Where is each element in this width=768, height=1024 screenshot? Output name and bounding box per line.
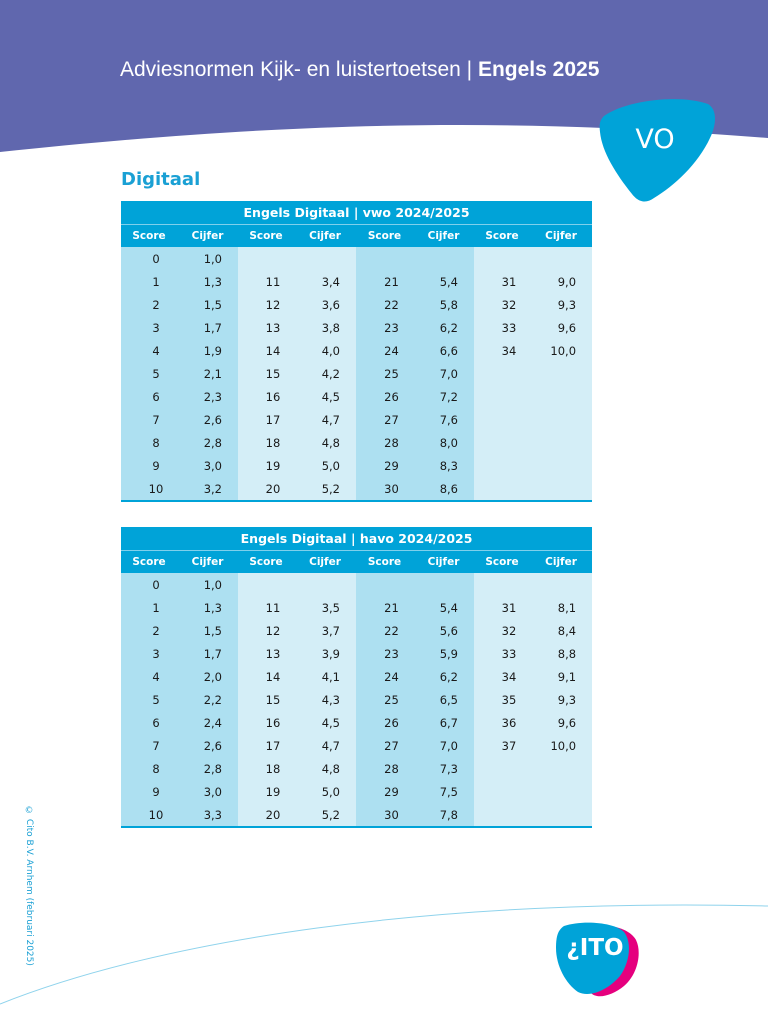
cijfer-cell: 9,1	[530, 665, 592, 688]
cijfer-cell: 5,2	[294, 477, 356, 501]
cijfer-cell: 4,0	[294, 339, 356, 362]
score-table-havo	[121, 527, 592, 828]
score-cell: 9	[121, 780, 177, 803]
cijfer-cell: 1,0	[177, 247, 238, 270]
table-caption: Engels Digitaal | havo 2024/2025	[121, 527, 592, 551]
score-cell: 19	[238, 780, 294, 803]
score-cell: 2	[121, 619, 177, 642]
cijfer-cell: 5,0	[294, 780, 356, 803]
table-row	[121, 780, 592, 803]
cijfer-cell	[413, 247, 474, 270]
score-cell: 16	[238, 711, 294, 734]
column-header-score: Score	[238, 551, 294, 574]
table-row	[121, 385, 592, 408]
cijfer-cell	[294, 247, 356, 270]
cijfer-cell: 1,0	[177, 573, 238, 596]
score-cell: 11	[238, 596, 294, 619]
score-cell: 27	[356, 734, 413, 757]
column-header-cijfer: Cijfer	[294, 225, 356, 248]
cijfer-cell: 7,2	[413, 385, 474, 408]
cijfer-cell: 4,3	[294, 688, 356, 711]
score-cell: 15	[238, 688, 294, 711]
score-cell	[474, 408, 530, 431]
score-cell	[474, 477, 530, 501]
score-cell: 8	[121, 757, 177, 780]
cijfer-cell	[530, 362, 592, 385]
score-cell: 18	[238, 431, 294, 454]
score-cell: 32	[474, 619, 530, 642]
score-cell: 31	[474, 270, 530, 293]
score-cell: 23	[356, 316, 413, 339]
page-title-regular: Adviesnormen Kijk- en luistertoetsen |	[120, 58, 478, 81]
table-caption: Engels Digitaal | vwo 2024/2025	[121, 201, 592, 225]
cijfer-cell: 5,0	[294, 454, 356, 477]
table-row	[121, 573, 592, 596]
score-cell	[356, 247, 413, 270]
score-cell: 5	[121, 362, 177, 385]
cijfer-cell	[530, 780, 592, 803]
score-cell	[474, 247, 530, 270]
column-header-cijfer: Cijfer	[294, 551, 356, 574]
table-row	[121, 642, 592, 665]
column-header-score: Score	[121, 551, 177, 574]
cijfer-cell: 3,5	[294, 596, 356, 619]
column-header-cijfer: Cijfer	[530, 551, 592, 574]
cijfer-cell: 6,5	[413, 688, 474, 711]
cijfer-cell: 8,3	[413, 454, 474, 477]
cijfer-cell: 9,0	[530, 270, 592, 293]
column-header-cijfer: Cijfer	[413, 551, 474, 574]
cijfer-cell: 7,6	[413, 408, 474, 431]
cijfer-cell: 3,8	[294, 316, 356, 339]
cijfer-cell	[530, 247, 592, 270]
cijfer-cell	[530, 454, 592, 477]
cijfer-cell: 5,4	[413, 270, 474, 293]
cijfer-cell: 2,3	[177, 385, 238, 408]
cijfer-cell: 2,4	[177, 711, 238, 734]
cijfer-cell: 2,1	[177, 362, 238, 385]
cijfer-cell	[530, 477, 592, 501]
table-row	[121, 477, 592, 501]
cijfer-cell: 4,8	[294, 757, 356, 780]
cijfer-cell: 9,6	[530, 711, 592, 734]
score-cell: 18	[238, 757, 294, 780]
table-row	[121, 665, 592, 688]
cijfer-cell: 4,7	[294, 408, 356, 431]
page-title-bold: Engels 2025	[477, 58, 600, 81]
score-cell: 0	[121, 573, 177, 596]
copyright-notice: © Cito B.V. Arnhem (februari 2025)	[24, 806, 34, 966]
table-row	[121, 293, 592, 316]
cijfer-cell: 10,0	[530, 339, 592, 362]
score-cell: 25	[356, 362, 413, 385]
cijfer-cell: 5,4	[413, 596, 474, 619]
cijfer-cell: 3,6	[294, 293, 356, 316]
cijfer-cell: 7,3	[413, 757, 474, 780]
table-row	[121, 596, 592, 619]
cijfer-cell: 5,2	[294, 803, 356, 827]
table-row	[121, 362, 592, 385]
table-row	[121, 316, 592, 339]
score-cell: 17	[238, 734, 294, 757]
score-cell: 26	[356, 711, 413, 734]
score-cell: 4	[121, 665, 177, 688]
cijfer-cell: 5,9	[413, 642, 474, 665]
cijfer-cell: 3,7	[294, 619, 356, 642]
score-cell: 33	[474, 642, 530, 665]
score-cell: 23	[356, 642, 413, 665]
score-cell	[474, 385, 530, 408]
score-cell: 6	[121, 385, 177, 408]
section-title: Digitaal	[121, 169, 201, 190]
column-header-cijfer: Cijfer	[530, 225, 592, 248]
score-cell: 3	[121, 642, 177, 665]
cijfer-cell: 6,2	[413, 316, 474, 339]
score-cell: 29	[356, 780, 413, 803]
score-cell	[474, 431, 530, 454]
column-header-cijfer: Cijfer	[413, 225, 474, 248]
score-cell: 10	[121, 477, 177, 501]
table-row	[121, 619, 592, 642]
score-cell: 30	[356, 803, 413, 827]
cijfer-cell: 6,2	[413, 665, 474, 688]
cijfer-cell: 2,6	[177, 734, 238, 757]
cijfer-cell: 8,8	[530, 642, 592, 665]
score-cell: 33	[474, 316, 530, 339]
page-title	[120, 58, 599, 82]
cijfer-cell: 1,5	[177, 619, 238, 642]
score-cell	[474, 362, 530, 385]
cijfer-cell: 8,4	[530, 619, 592, 642]
score-cell: 22	[356, 293, 413, 316]
score-cell: 37	[474, 734, 530, 757]
score-cell: 12	[238, 293, 294, 316]
score-cell: 7	[121, 734, 177, 757]
table-row	[121, 408, 592, 431]
score-cell	[474, 454, 530, 477]
cijfer-cell: 7,0	[413, 362, 474, 385]
table-row	[121, 803, 592, 827]
cijfer-cell: 9,3	[530, 293, 592, 316]
table-row	[121, 247, 592, 270]
score-cell: 17	[238, 408, 294, 431]
cijfer-cell: 10,0	[530, 734, 592, 757]
score-cell	[356, 573, 413, 596]
table-row	[121, 454, 592, 477]
table-row	[121, 711, 592, 734]
score-cell: 20	[238, 477, 294, 501]
score-cell	[474, 780, 530, 803]
score-cell: 9	[121, 454, 177, 477]
score-cell	[474, 803, 530, 827]
cijfer-cell: 3,4	[294, 270, 356, 293]
score-cell: 28	[356, 757, 413, 780]
cijfer-cell: 2,2	[177, 688, 238, 711]
cijfer-cell: 4,1	[294, 665, 356, 688]
cijfer-cell: 1,7	[177, 316, 238, 339]
cijfer-cell: 3,9	[294, 642, 356, 665]
score-cell: 29	[356, 454, 413, 477]
score-cell: 21	[356, 270, 413, 293]
cijfer-cell: 4,5	[294, 385, 356, 408]
score-cell: 1	[121, 596, 177, 619]
score-cell: 0	[121, 247, 177, 270]
cito-logo	[554, 922, 642, 1000]
cijfer-cell	[530, 573, 592, 596]
score-cell	[238, 247, 294, 270]
column-header-cijfer: Cijfer	[177, 551, 238, 574]
footer-curve	[0, 880, 768, 1024]
cijfer-cell: 1,5	[177, 293, 238, 316]
cijfer-cell: 1,3	[177, 270, 238, 293]
score-cell: 10	[121, 803, 177, 827]
cijfer-cell: 7,5	[413, 780, 474, 803]
score-cell: 1	[121, 270, 177, 293]
cijfer-cell: 4,5	[294, 711, 356, 734]
cijfer-cell	[530, 385, 592, 408]
level-badge: VO	[635, 124, 675, 155]
table-row	[121, 757, 592, 780]
cijfer-cell: 5,6	[413, 619, 474, 642]
cijfer-cell: 3,0	[177, 780, 238, 803]
cijfer-cell: 1,3	[177, 596, 238, 619]
table-row	[121, 270, 592, 293]
cijfer-cell: 2,8	[177, 757, 238, 780]
score-cell: 2	[121, 293, 177, 316]
cijfer-cell: 3,0	[177, 454, 238, 477]
score-cell: 13	[238, 316, 294, 339]
score-cell: 26	[356, 385, 413, 408]
cijfer-cell: 1,9	[177, 339, 238, 362]
cijfer-cell: 2,0	[177, 665, 238, 688]
column-header-score: Score	[474, 225, 530, 248]
score-cell: 11	[238, 270, 294, 293]
cijfer-cell: 7,0	[413, 734, 474, 757]
table-row	[121, 339, 592, 362]
cijfer-cell: 8,6	[413, 477, 474, 501]
column-header-score: Score	[121, 225, 177, 248]
cijfer-cell	[530, 757, 592, 780]
cijfer-cell	[294, 573, 356, 596]
cijfer-cell: 2,8	[177, 431, 238, 454]
table-row	[121, 734, 592, 757]
column-header-score: Score	[356, 225, 413, 248]
column-header-score: Score	[356, 551, 413, 574]
score-cell: 32	[474, 293, 530, 316]
cijfer-cell: 6,7	[413, 711, 474, 734]
score-cell: 7	[121, 408, 177, 431]
score-cell: 22	[356, 619, 413, 642]
score-cell: 34	[474, 339, 530, 362]
score-cell: 27	[356, 408, 413, 431]
score-cell: 24	[356, 339, 413, 362]
cijfer-cell	[530, 408, 592, 431]
cijfer-cell	[530, 803, 592, 827]
cijfer-cell: 9,6	[530, 316, 592, 339]
cijfer-cell: 3,2	[177, 477, 238, 501]
column-header-score: Score	[238, 225, 294, 248]
table-row	[121, 688, 592, 711]
cijfer-cell: 2,6	[177, 408, 238, 431]
score-cell: 16	[238, 385, 294, 408]
cijfer-cell: 1,7	[177, 642, 238, 665]
cijfer-cell	[413, 573, 474, 596]
score-cell: 6	[121, 711, 177, 734]
cijfer-cell: 8,0	[413, 431, 474, 454]
cijfer-cell: 6,6	[413, 339, 474, 362]
score-cell: 21	[356, 596, 413, 619]
score-cell	[474, 573, 530, 596]
column-header-cijfer: Cijfer	[177, 225, 238, 248]
score-cell: 20	[238, 803, 294, 827]
score-cell: 35	[474, 688, 530, 711]
logo-text: ¿ITO	[566, 935, 624, 961]
cijfer-cell: 4,2	[294, 362, 356, 385]
score-cell	[474, 757, 530, 780]
cijfer-cell	[530, 431, 592, 454]
score-cell: 14	[238, 665, 294, 688]
score-cell: 31	[474, 596, 530, 619]
cijfer-cell: 4,7	[294, 734, 356, 757]
score-cell: 4	[121, 339, 177, 362]
table-row	[121, 431, 592, 454]
score-cell: 13	[238, 642, 294, 665]
score-cell: 36	[474, 711, 530, 734]
score-cell: 24	[356, 665, 413, 688]
cijfer-cell: 3,3	[177, 803, 238, 827]
column-header-score: Score	[474, 551, 530, 574]
cijfer-cell: 8,1	[530, 596, 592, 619]
score-cell: 12	[238, 619, 294, 642]
cijfer-cell: 4,8	[294, 431, 356, 454]
score-cell: 14	[238, 339, 294, 362]
score-cell: 19	[238, 454, 294, 477]
score-cell: 28	[356, 431, 413, 454]
score-cell: 30	[356, 477, 413, 501]
cijfer-cell: 7,8	[413, 803, 474, 827]
score-cell: 8	[121, 431, 177, 454]
score-cell: 15	[238, 362, 294, 385]
cijfer-cell: 9,3	[530, 688, 592, 711]
score-cell	[238, 573, 294, 596]
score-cell: 34	[474, 665, 530, 688]
score-cell: 25	[356, 688, 413, 711]
score-cell: 5	[121, 688, 177, 711]
score-table-vwo	[121, 201, 592, 502]
cijfer-cell: 5,8	[413, 293, 474, 316]
score-cell: 3	[121, 316, 177, 339]
